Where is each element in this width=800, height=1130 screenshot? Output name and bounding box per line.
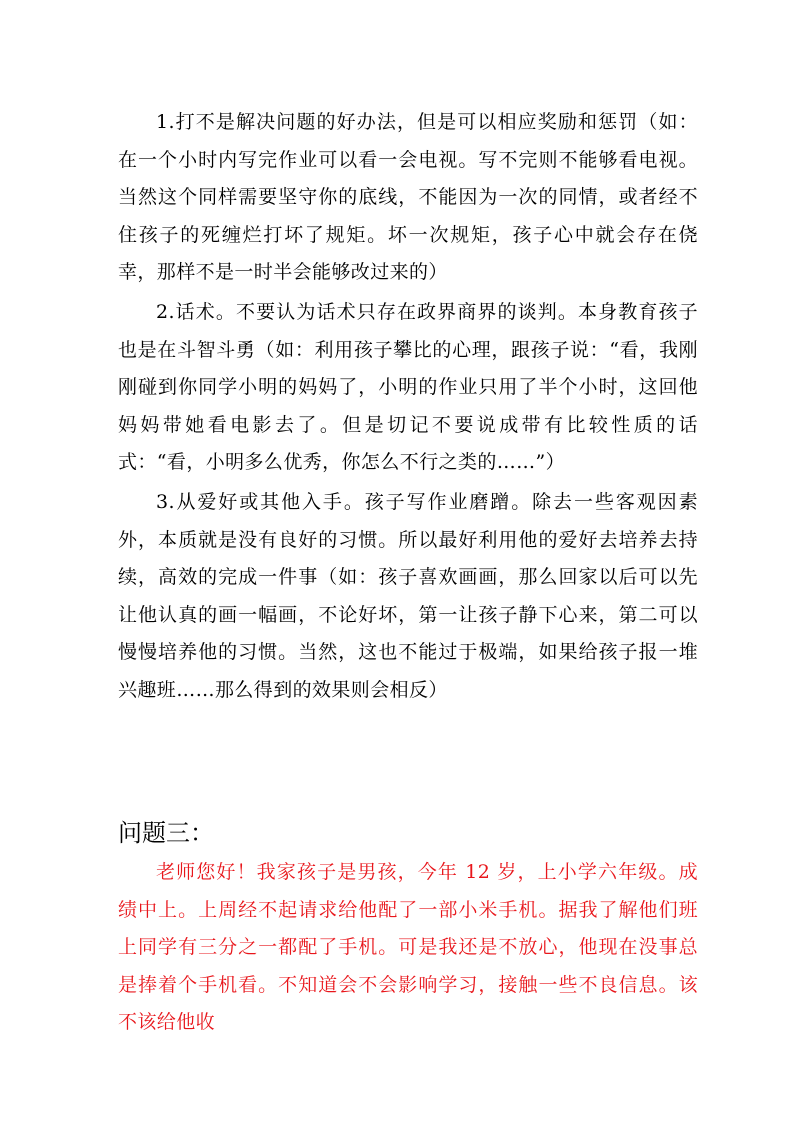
section-heading-question-3: 问题三：: [118, 819, 214, 847]
answer-paragraph-3: 3.从爱好或其他入手。孩子写作业磨蹭。除去一些客观因素外，本质就是没有良好的习惯。所以最好利用他的爱好去培养去持续，高效的完成一件事（如：孩子喜欢画画，那么回家以后可以先让他认真的画一幅画，不论好坏，第一让孩子静下心来，第二可以慢慢培养他的习惯。当然，这也不能过于极端，如果给孩子报一堆兴趣班……那么得到的效果则会相反）: [118, 490, 698, 701]
answer-paragraph-2: 2.话术。不要认为话术只存在政界商界的谈判。本身教育孩子也是在斗智斗勇（如：利用孩子攀比的心理，跟孩子说：“看，我刚刚碰到你同学小明的妈妈了，小明的作业只用了半个小时，这回他妈妈带她看电影去了。但是切记不要说成带有比较性质的话式：“看，小明多么优秀，你怎么不行之类的……”）: [118, 300, 698, 474]
answer-body: [118, 104, 698, 710]
answer-paragraph-1: 1.打不是解决问题的好办法，但是可以相应奖励和惩罚（如：在一个小时内写完作业可以看一会电视。写不完则不能够看电视。当然这个同样需要坚守你的底线，不能因为一次的同情，或者经不住孩子的死缠烂打坏了规矩。坏一次规矩，孩子心中就会存在侥幸，那样不是一时半会能够改过来的）: [118, 111, 698, 284]
question-paragraph: 老师您好！我家孩子是男孩，今年 12 岁，上小学六年级。成绩中上。上周经不起请求给他配了一部小米手机。据我了解他们班上同学有三分之一都配了手机。可是我还是不放心，他现在没事总是捧着个手机看。不知道会不会影响学习，接触一些不良信息。该不该给他收: [118, 861, 698, 1034]
